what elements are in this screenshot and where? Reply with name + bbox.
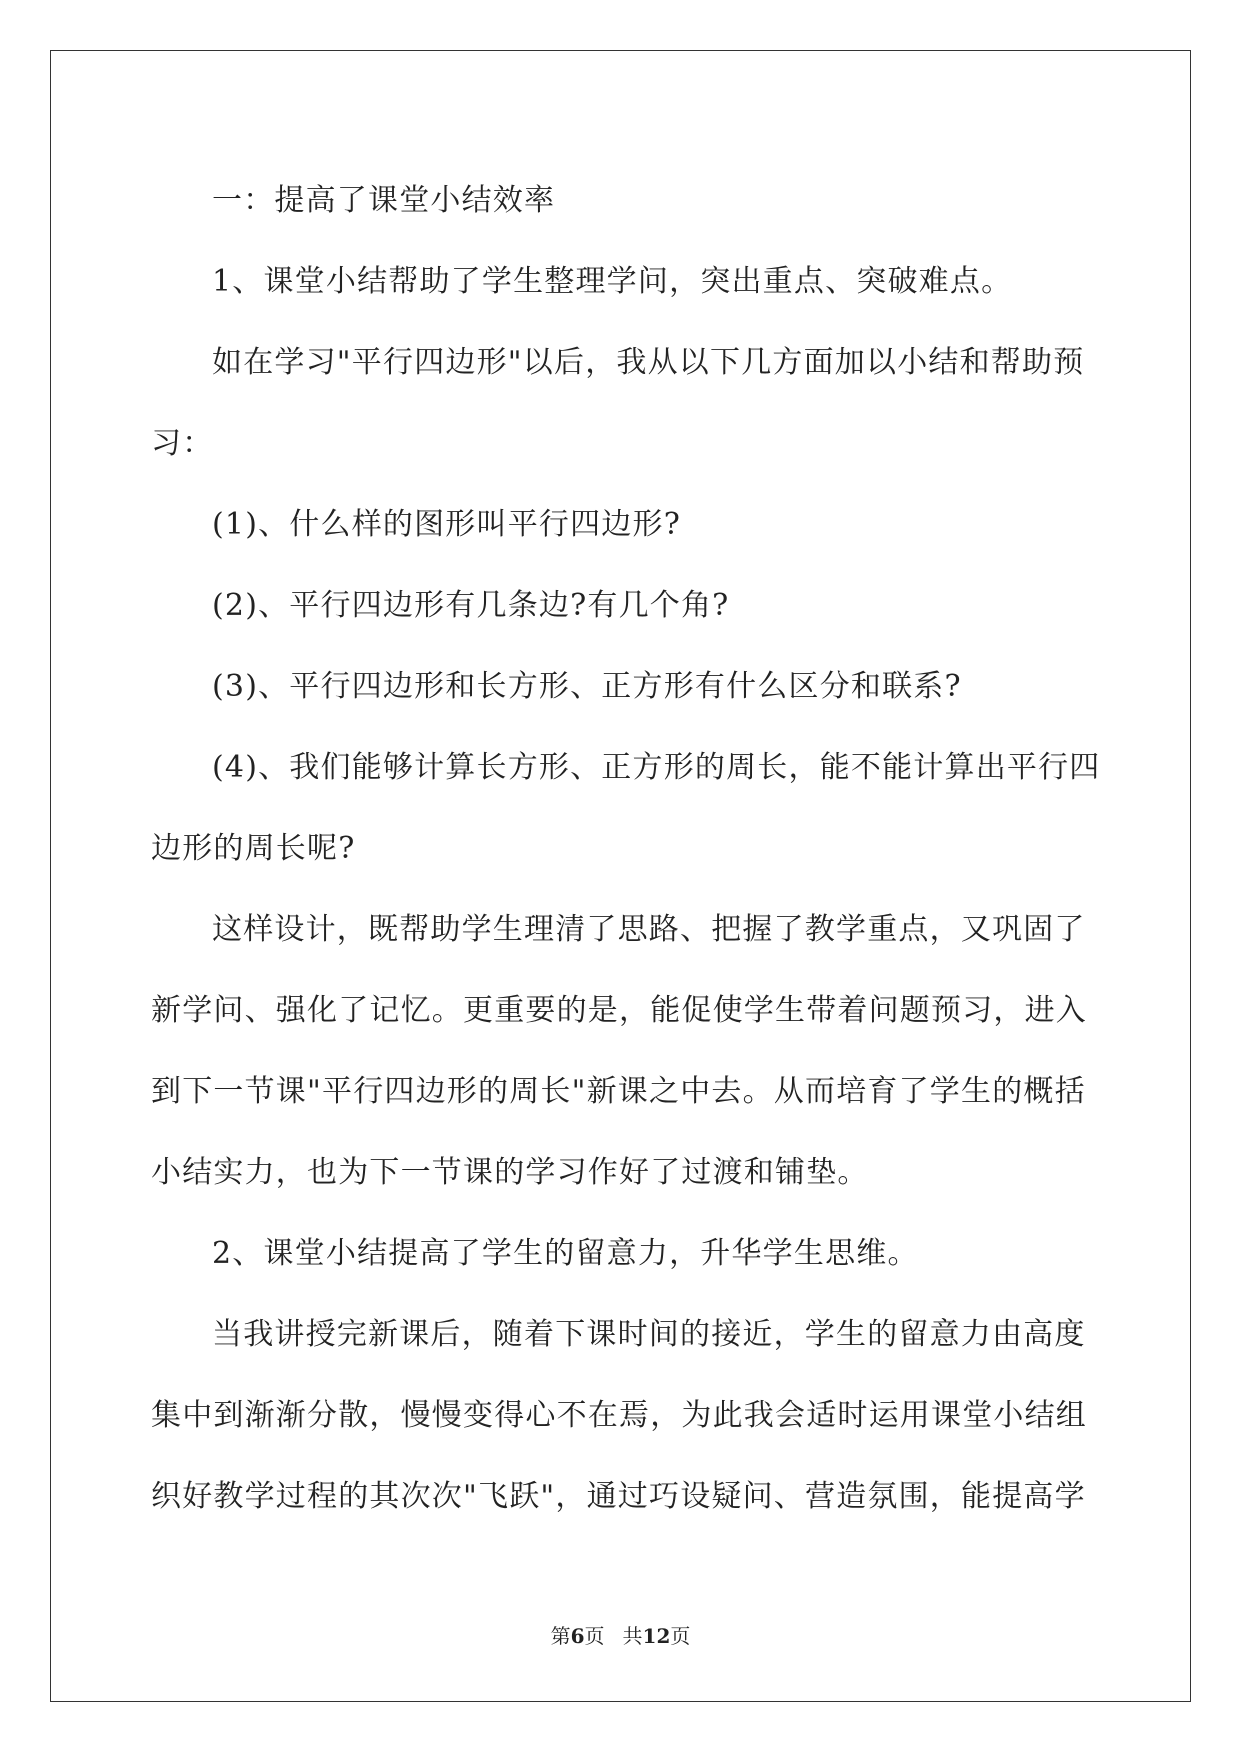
line: 到下一节课"平行四边形的周长"新课之中去。从而培育了学生的概括 <box>151 1074 1086 1109</box>
line: 新学问、强化了记忆。更重要的是，能促使学生带着问题预习，进入 <box>151 993 1087 1028</box>
page-suffix: 页 <box>584 1624 605 1648</box>
total-suffix: 页 <box>670 1624 691 1648</box>
line: 织好教学过程的其次次"飞跃"，通过巧设疑问、营造氛围，能提高学 <box>151 1479 1086 1514</box>
page-number: 6 <box>570 1624 585 1648</box>
line: 这样设计，既帮助学生理清了思路、把握了教学重点，又巩固了 <box>212 912 1086 947</box>
line: (4)、我们能够计算长方形、正方形的周长，能不能计算出平行四 <box>212 750 1101 785</box>
line: 1、课堂小结帮助了学生整理学问，突出重点、突破难点。 <box>212 264 1013 299</box>
line: (3)、平行四边形和长方形、正方形有什么区分和联系? <box>212 669 962 704</box>
line: 边形的周长呢? <box>151 831 356 866</box>
total-pages: 12 <box>642 1624 671 1648</box>
line: 如在学习"平行四边形"以后，我从以下几方面加以小结和帮助预 <box>212 345 1085 380</box>
line: 一：提高了课堂小结效率 <box>212 183 556 218</box>
total-prefix: 共 <box>622 1624 643 1648</box>
line: (1)、什么样的图形叫平行四边形? <box>212 507 681 542</box>
line: 小结实力，也为下一节课的学习作好了过渡和铺垫。 <box>151 1155 869 1190</box>
line: 当我讲授完新课后，随着下课时间的接近，学生的留意力由高度 <box>212 1317 1086 1352</box>
line: 2、课堂小结提高了学生的留意力，升华学生思维。 <box>212 1236 919 1271</box>
page-footer <box>0 1620 1241 1649</box>
page-prefix: 第 <box>550 1624 571 1648</box>
line: 习： <box>151 426 214 461</box>
document-body <box>151 160 1101 1537</box>
line: (2)、平行四边形有几条边?有几个角? <box>212 588 730 623</box>
line: 集中到渐渐分散，慢慢变得心不在焉，为此我会适时运用课堂小结组 <box>151 1398 1087 1433</box>
